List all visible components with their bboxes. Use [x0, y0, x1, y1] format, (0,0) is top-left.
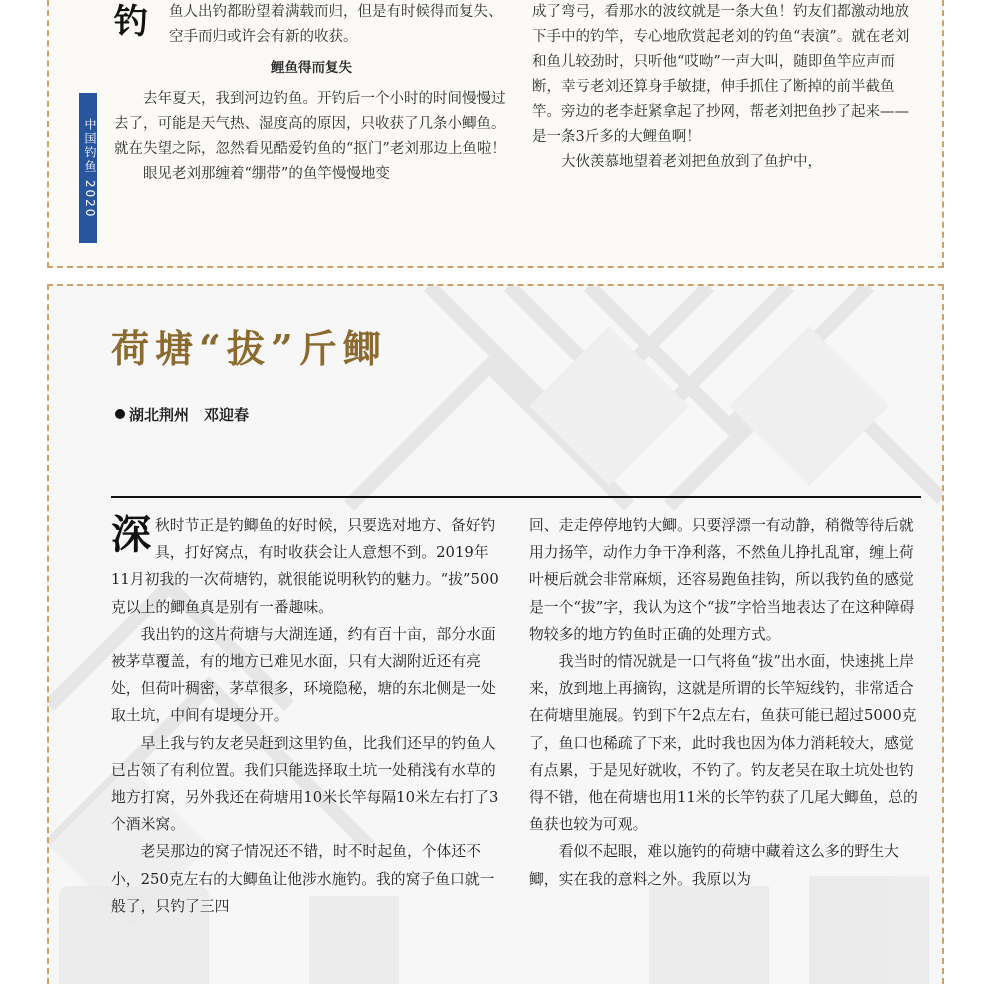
byline-text: 湖北荆州 邓迎春: [129, 406, 250, 424]
article-paragraph: 老吴那边的窝子情况还不错，时不时起鱼，个体还不小，250克左右的大鲫鱼让他涉水施钓。我的窝子鱼口就一般了，只钓了三四: [111, 843, 495, 915]
top-right-paragraph: 大伙羡慕地望着老刘把鱼放到了鱼护中，: [561, 154, 822, 170]
article-title: 荷塘“拔”斤鲫: [111, 326, 387, 371]
article-byline: [115, 404, 249, 425]
top-right-column: [532, 0, 917, 175]
article-paragraph-text: 秋时节正是钓鲫鱼的好时候，只要选对地方、备好钓具，打好窝点，有时收获会让人意想不到。2019年11月初我的一次荷塘钓，就很能说明秋钓的魅力。“拔”500克以上的鲫鱼真是别有一番趣味。: [111, 517, 499, 616]
article-paragraph: 看似不起眼，难以施钓的荷塘中藏着这么多的野生大鲫，实在我的意料之外。我原以为: [529, 843, 899, 888]
top-left-paragraph: 去年夏天，我到河边钓鱼。开钓后一个小时的时间慢慢过去了，可能是天气热、湿度高的原因，只收获了几条小鲫鱼。就在失望之际，忽然看见酷爱钓鱼的“抠门”老刘那边上鱼啦！: [114, 91, 506, 157]
top-intro: 鱼人出钓都盼望着满载而归，但是有时候得而复失、空手而归或许会有新的收获。: [169, 4, 503, 45]
top-left-paragraph: 眼见老刘那缠着“绷带”的鱼竿慢慢地变: [143, 166, 390, 182]
top-clipping-panel: [47, 0, 944, 268]
article-left-column: [111, 512, 506, 920]
article-paragraph: 回、走走停停地钓大鲫。只要浮漂一有动静，稍微等待后就用力扬竿，动作力争干净利落，不然鱼儿挣扎乱窜，缠上荷叶梗后就会非常麻烦，还容易跑鱼挂钩，所以我钓鱼的感觉是一个“拔”字，我认为这个“拔”字恰当地表达了在这种障碍物较多的地方钓鱼时正确的处理方式。: [529, 517, 915, 643]
article-paragraph: 我当时的情况就是一口气将鱼“拔”出水面，快速挑上岸来，放到地上再摘钩，这就是所谓的长竿短线钓，非常适合在荷塘里施展。钓到下午2点左右，鱼获可能已超过5000克了，鱼口也稀疏了下来，此时我也因为体力消耗较大，感觉有点累，于是见好就收，不钓了。钓友老吴在取土坑处也钓得不错，他在荷塘也用11米的长竿钓获了几尾大鲫鱼，总的鱼获也较为可观。: [529, 653, 918, 834]
article-dropcap: 深: [111, 511, 151, 558]
magazine-side-label: 中国钓鱼 2020: [79, 93, 97, 243]
main-article-panel: [47, 284, 944, 984]
title-rule: [111, 496, 921, 498]
top-left-column: [114, 0, 509, 187]
top-dropcap: 钓: [114, 2, 148, 42]
article-right-column: [529, 512, 924, 893]
top-right-paragraph: 成了弯弓，看那水的波纹就是一条大鱼！钓友们都激动地放下手中的钓竿，专心地欣赏起老刘的钓鱼“表演”。就在老刘和鱼儿较劲时，只听他“哎呦”一声大叫，随即鱼竿应声而断，幸亏老刘还算身手敏捷，伸手抓住了断掉的前半截鱼竿。旁边的老李赶紧拿起了抄网，帮老刘把鱼抄了起来——是一条3斤多的大鲤鱼啊！: [532, 4, 910, 145]
article-paragraph: 早上我与钓友老吴赶到这里钓鱼，比我们还早的钓鱼人已占领了有利位置。我们只能选择取土坑一处稍浅有水草的地方打窝，另外我还在荷塘用10米长竿每隔10米左右打了3个酒米窝。: [111, 734, 499, 834]
byline-bullet: [115, 409, 125, 419]
top-subheading: 鲤鱼得而复失: [271, 60, 352, 76]
article-paragraph: [111, 512, 506, 621]
article-paragraph: 我出钓的这片荷塘与大湖连通，约有百十亩，部分水面被茅草覆盖，有的地方已难见水面，只有大湖附近还有亮处，但荷叶稠密，茅草很多，环境隐秘，塘的东北侧是一处取土坑，中间有堤埂分开。: [111, 625, 496, 725]
